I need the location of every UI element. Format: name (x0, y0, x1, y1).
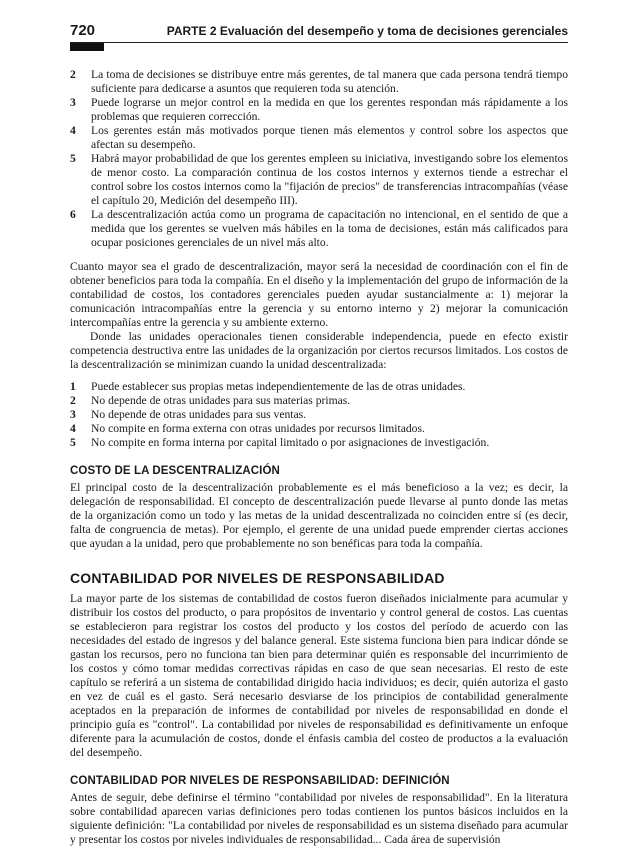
paragraph-coordination: Cuanto mayor sea el grado de descentralización, mayor será la necesidad de coordinación con el fin de obtener beneficios para toda la compañía. En el diseño y la implementación del grupo de información de la contabilidad de costos, los contadores gerenciales pueden ayudar sustancialmente a: 1) mejorar la comunicación intracompañías entre la gerencia y su entorno interno y 2) mejorar la comunicación intercompañías entre la gerencia y su ambiente externo. (70, 260, 568, 329)
list-item-text: No compite en forma externa con otras unidades por recursos limitados. (91, 422, 425, 435)
list-number: 6 (70, 208, 76, 221)
list-item-text: No compite en forma interna por capital limitado o por asignaciones de investigación. (91, 436, 490, 449)
list-item (70, 68, 568, 96)
list-number: 2 (70, 394, 76, 407)
list-number: 3 (70, 408, 76, 421)
advantages-list (70, 68, 568, 250)
list-item (70, 96, 568, 124)
list-item (70, 124, 568, 152)
paragraph-definition: Antes de seguir, debe definirse el término "contabilidad por niveles de responsabilidad". En la literatura sobre contabilidad aparecen varias definiciones pero todas contienen los puntos básicos incluidos en la siguiente definición: "La contabilidad por niveles de responsabilidad es un sistema diseñado para acumular y presentar los costos por niveles individuales de responsabilidad... Cada área de supervisión (70, 791, 568, 846)
list-item (70, 408, 568, 422)
list-number: 5 (70, 152, 76, 165)
list-item-text: No depende de otras unidades para sus materias primas. (91, 394, 351, 407)
list-number: 4 (70, 422, 76, 435)
paragraph-units: Donde las unidades operacionales tienen considerable independencia, puede en efecto existir competencia destructiva entre las unidades de la organización por ciertos recursos limitados. Los costos de la descentralización se minimizan cuando la unidad descentralizada: (70, 330, 568, 371)
running-title: PARTE 2 Evaluación del desempeño y toma de decisiones gerenciales (166, 24, 568, 38)
list-number: 2 (70, 68, 76, 81)
list-item (70, 394, 568, 408)
list-item-text: Los gerentes están más motivados porque tienen más elementos y control sobre los aspectos que afectan su desempeño. (91, 124, 568, 151)
heading-cost: COSTO DE LA DESCENTRALIZACIÓN (70, 465, 280, 477)
page-header (70, 22, 568, 39)
list-item (70, 422, 568, 436)
list-number: 3 (70, 96, 76, 109)
list-item (70, 436, 568, 450)
header-tab-mark (70, 43, 104, 51)
paragraph-accounting: La mayor parte de los sistemas de contabilidad de costos fueron diseñados inicialmente para acumular y distribuir los costos del producto, o para propósitos de inventario y control general de costos. Las cuentas se establecieron para registrar los costos del producto y los costos del período de acuerdo con las necesidades del estado de ingresos y del balance general. Este sistema funciona bien para indicar dónde se gastan los recursos, pero no funciona tan bien para determinar quién es responsable del incurrimiento de los costos y cómo tomar medidas correctivas rápidas en caso de que sean necesarias. El resto de este capítulo se referirá a un sistema de contabilidad dirigido hacia individuos; es decir, quién autoriza el gasto en vez de cuál es el gasto. Será necesario desviarse de los principios de contabilidad generalmente aceptados en la preparación de informes de contabilidad por niveles de responsabilidad en donde el principio guía es "control". La contabilidad por niveles de responsabilidad es definitivamente un enfoque diferente para la acumulación de costos, donde el énfasis cambia del costeo de productos a la evaluación del desempeño. (70, 592, 568, 759)
list-item (70, 152, 568, 208)
list-number: 5 (70, 436, 76, 449)
conditions-list (70, 380, 568, 450)
page-body (70, 68, 568, 847)
list-number: 4 (70, 124, 76, 137)
list-item (70, 380, 568, 394)
list-item-text: Puede establecer sus propias metas independientemente de las de otras unidades. (91, 380, 466, 393)
list-item-text: La descentralización actúa como un programa de capacitación no intencional, en el sentido de que a medida que los gerentes se vuelven más hábiles en la toma de decisiones, están más calificados para ocupar posiciones gerenciales de un nivel más alto. (91, 208, 568, 249)
header-rule (70, 42, 568, 43)
heading-accounting: CONTABILIDAD POR NIVELES DE RESPONSABILIDAD (70, 570, 445, 586)
list-item-text: Habrá mayor probabilidad de que los gerentes empleen su iniciativa, investigando sobre los elementos de menor costo. La comparación continua de los costos internos y externos tiende a estrechar el control sobre los costos internos como la "fijación de precios" de transferencias intracompañías (véase el capítulo 20, Medición del desempeño III). (91, 152, 568, 207)
list-item (70, 208, 568, 250)
list-number: 1 (70, 380, 76, 393)
list-item-text: La toma de decisiones se distribuye entre más gerentes, de tal manera que cada persona tendrá tiempo suficiente para dedicarse a asuntos que requieren toda su atención. (91, 68, 568, 95)
paragraph-cost: El principal costo de la descentralización probablemente es el más beneficioso a la vez; es decir, la delegación de responsabilidad. El concepto de descentralización puede llevarse al punto donde las metas de la organización como un todo y las metas de la unidad descentralizada no coinciden entre sí (es decir, falta de congruencia de metas). Por ejemplo, el gerente de una unidad puede emprender ciertas acciones que ayudan a la unidad, pero que probablemente no son benéficas para toda la compañía. (70, 481, 568, 550)
list-item-text: No depende de otras unidades para sus ventas. (91, 408, 307, 421)
list-item-text: Puede lograrse un mejor control en la medida en que los gerentes respondan más rápidamente a los problemas que requieren corrección. (91, 96, 568, 123)
heading-definition: CONTABILIDAD POR NIVELES DE RESPONSABILIDAD: DEFINICIÓN (70, 775, 450, 787)
page-number: 720 (70, 22, 96, 39)
